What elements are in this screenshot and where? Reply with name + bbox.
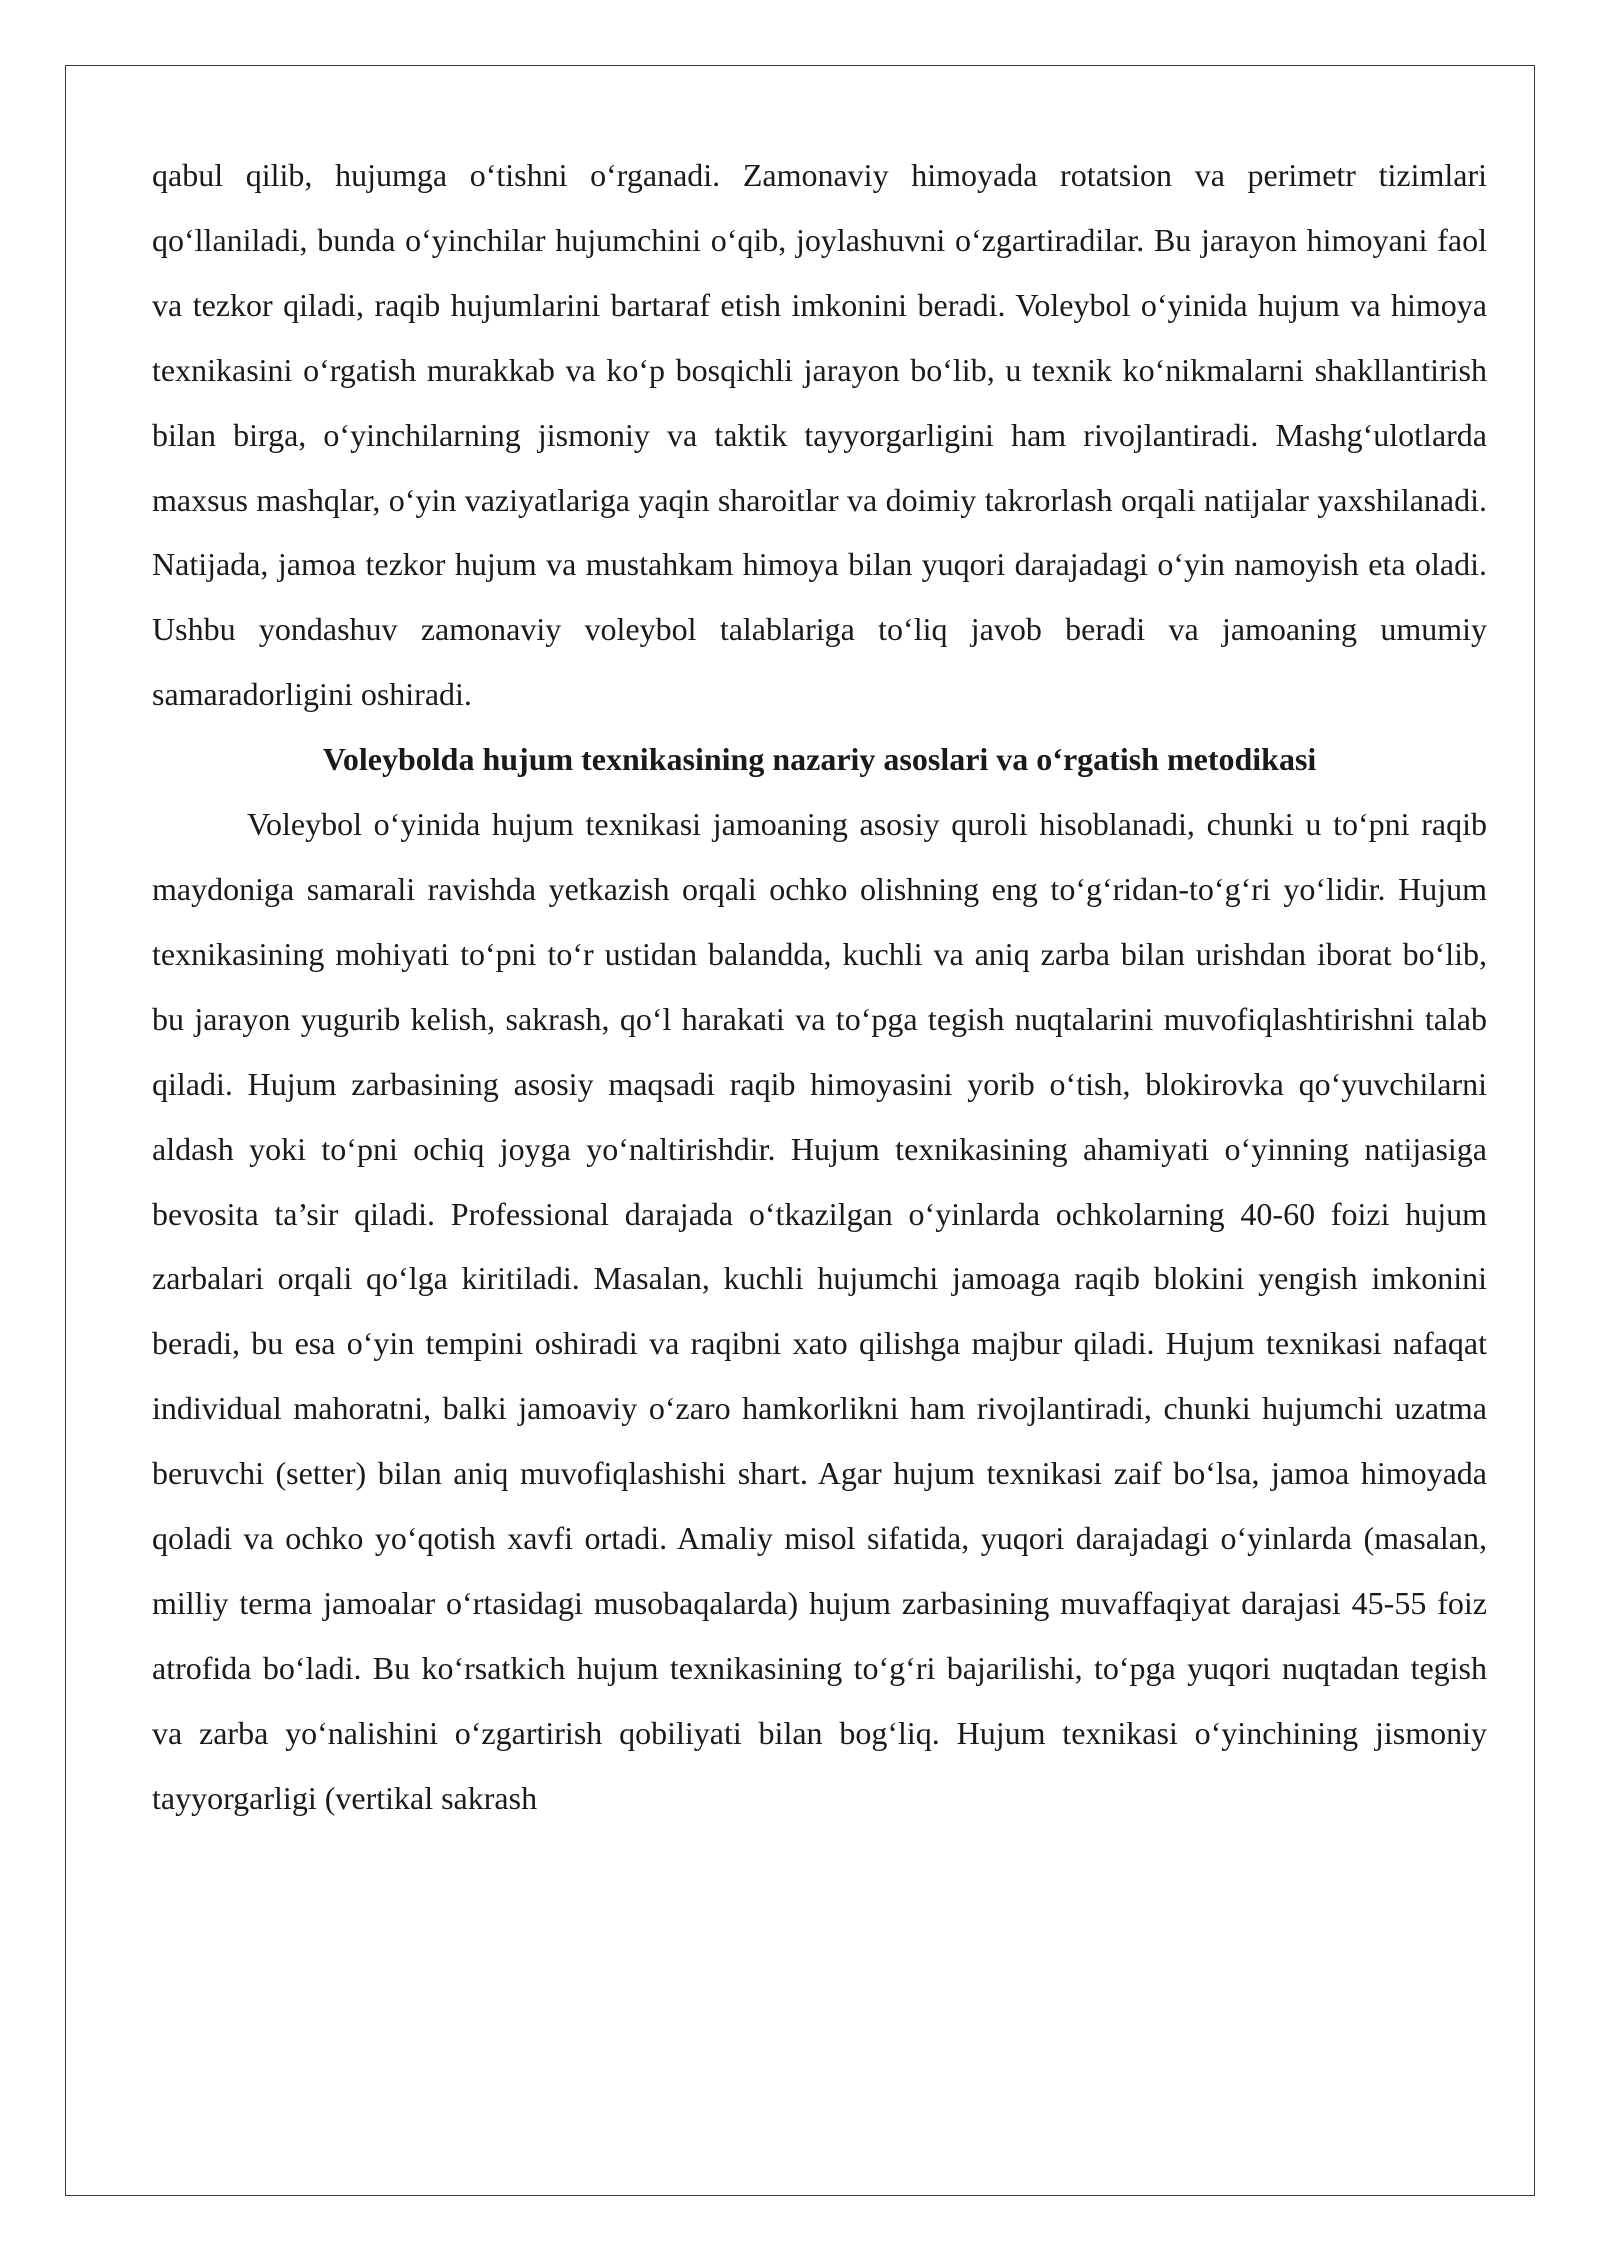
paragraph-attack-technique: Voleybol o‘yinida hujum texnikasi jamoaning asosiy quroli hisoblanadi, chunki u to‘pni raqib maydoniga samarali ravishda yetkazish orqali ochko olishning eng to‘g‘ridan-to‘g‘ri yo‘lidir. Hujum texnikasining mohiyati to‘pni to‘r ustidan balandda, kuchli va aniq zarba bilan urishdan iborat bo‘lib, bu jarayon yugurib kelish, sakrash, qo‘l harakati va to‘pga tegish nuqtalarini muvofiqlashtirishni talab qiladi. Hujum zarbasining asosiy maqsadi raqib himoyasini yorib o‘tish, blokirovka qo‘yuvchilarni aldash yoki to‘pni ochiq joyga yo‘naltirishdir. Hujum texnikasining ahamiyati o‘yinning natijasiga bevosita ta’sir qiladi. Professional darajada o‘tkazilgan o‘yinlarda ochkolarning 40-60 foizi hujum zarbalari orqali qo‘lga kiritiladi. Masalan, kuchli hujumchi jamoaga raqib blokini yengish imkonini beradi, bu esa o‘yin tempini oshiradi va raqibni xato qilishga majbur qiladi. Hujum texnikasi nafaqat individual mahoratni, balki jamoaviy o‘zaro hamkorlikni ham rivojlantiradi, chunki hujumchi uzatma beruvchi (setter) bilan aniq muvofiqlashishi shart. Agar hujum texnikasi zaif bo‘lsa, jamoa himoyada qoladi va ochko yo‘qotish xavfi ortadi. Amaliy misol sifatida, yuqori darajadagi o‘yinlarda (masalan, milliy terma jamoalar o‘rtasidagi musobaqalarda) hujum zarbasining muvaffaqiyat darajasi 45-55 foiz atrofida bo‘ladi. Bu ko‘rsatkich hujum texnikasining to‘g‘ri bajarilishi, to‘pga yuqori nuqtadan tegish va zarba yo‘nalishini o‘zgartirish qobiliyati bilan bog‘liq. Hujum texnikasi o‘yinchining jismoniy tayyorgarligi (vertikal sakrash bbox=[152, 806, 1487, 1816]
document-body bbox=[152, 143, 1487, 1831]
paragraph-continuation: qabul qilib, hujumga o‘tishni o‘rganadi. Zamonaviy himoyada rotatsion va perimetr tizimlari qo‘llaniladi, bunda o‘yinchilar hujumchini o‘qib, joylashuvni o‘zgartiradilar. Bu jarayon himoyani faol va tezkor qiladi, raqib hujumlarini bartaraf etish imkonini beradi. Voleybol o‘yinida hujum va himoya texnikasini o‘rgatish murakkab va ko‘p bosqichli jarayon bo‘lib, u texnik ko‘nikmalarni shakllantirish bilan birga, o‘yinchilarning jismoniy va taktik tayyorgarligini ham rivojlantiradi. Mashg‘ulotlarda maxsus mashqlar, o‘yin vaziyatlariga yaqin sharoitlar va doimiy takrorlash orqali natijalar yaxshilanadi. Natijada, jamoa tezkor hujum va mustahkam himoya bilan yuqori darajadagi o‘yin namoyish eta oladi. Ushbu yondashuv zamonaviy voleybol talablariga to‘liq javob beradi va jamoaning umumiy samaradorligini oshiradi. bbox=[152, 157, 1487, 713]
section-heading: Voleybolda hujum texnikasining nazariy asoslari va o‘rgatish metodikasi bbox=[322, 741, 1317, 778]
